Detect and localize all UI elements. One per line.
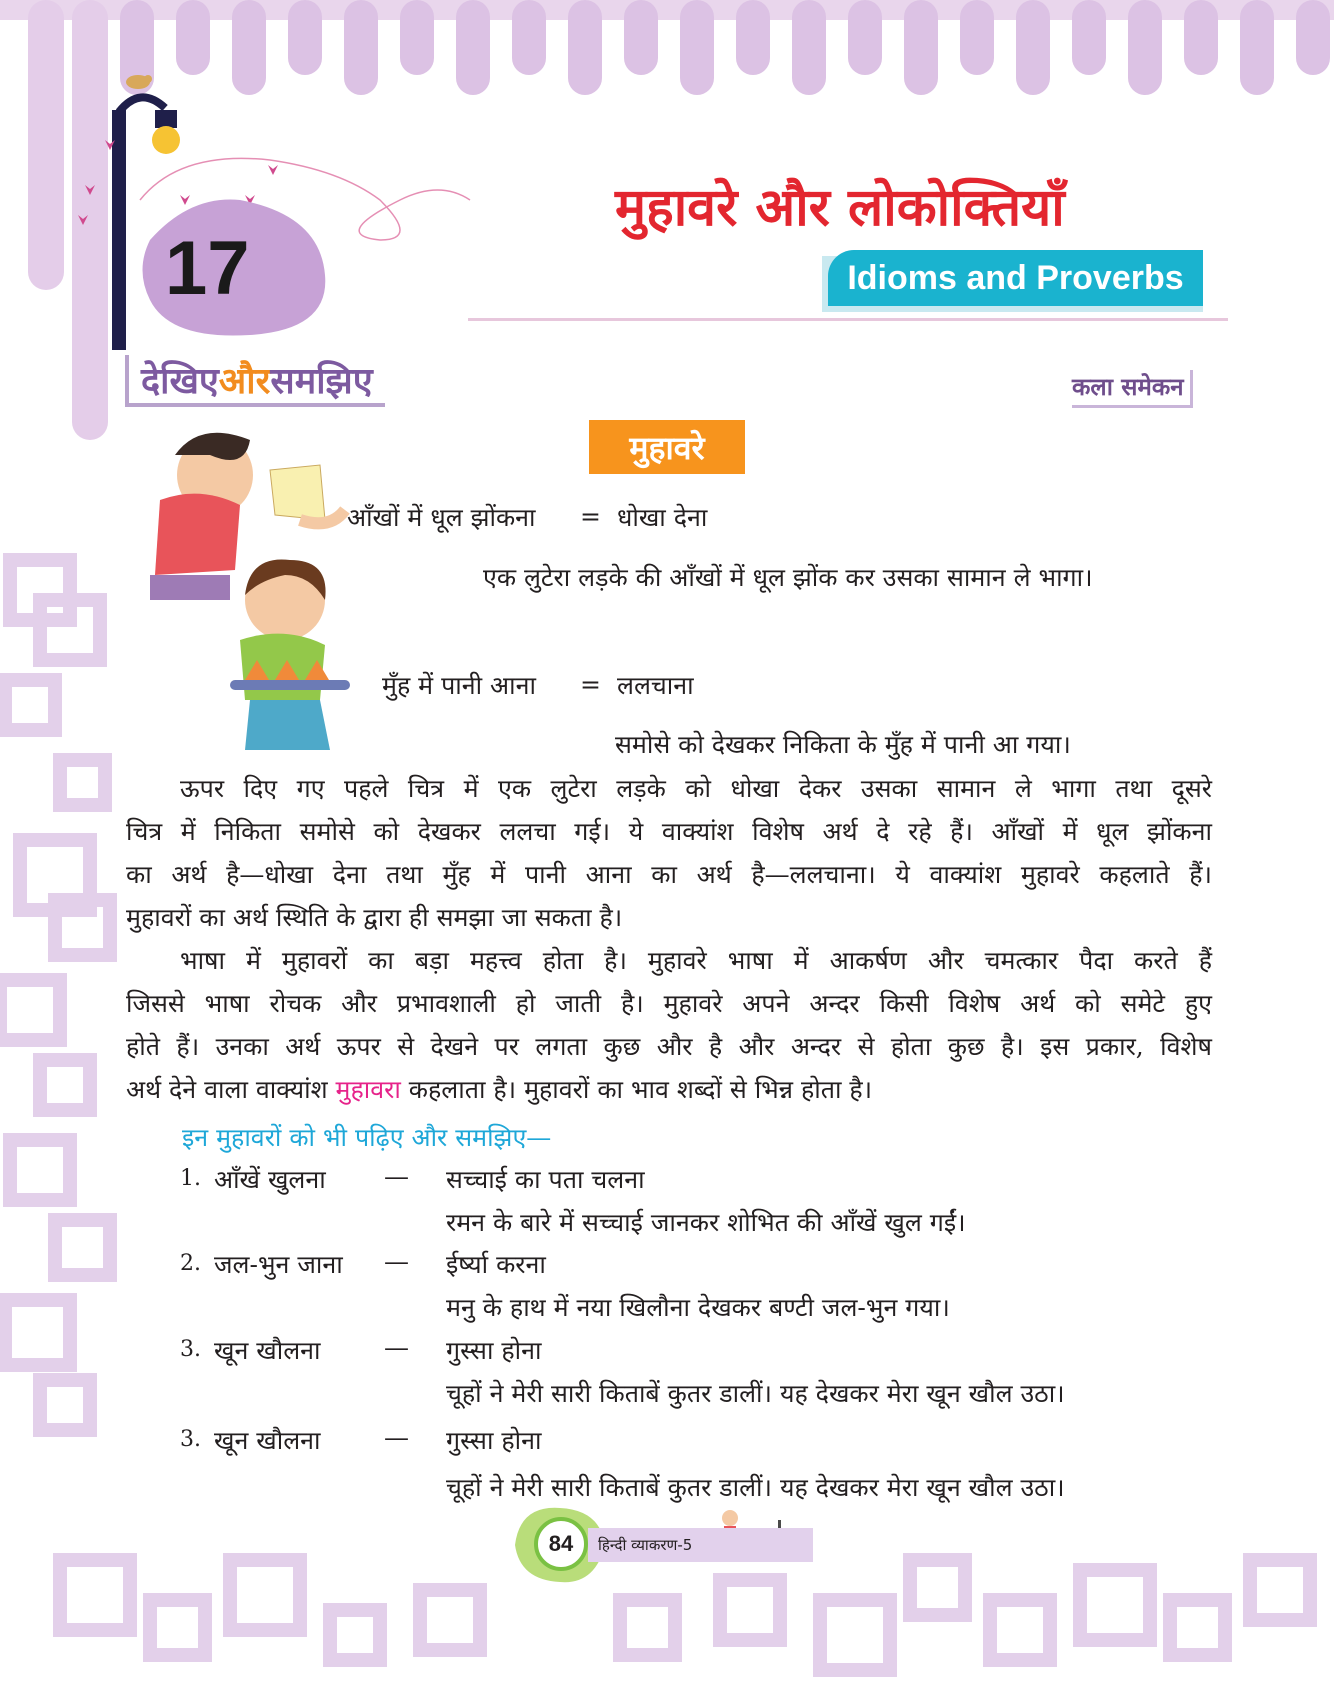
list-item-dash: — [384,1423,409,1452]
awning-stripe [232,0,266,95]
example-sentence: एक लुटेरा लड़के की आँखों में धूल झोंक कर उसका सामान ले भागा। [483,563,1093,592]
list-item-example: चूहों ने मेरी सारी किताबें कुतर डालीं। यह देखकर मेरा खून खौल उठा। [446,1473,1065,1502]
decor-square [420,1590,480,1650]
example-idiom: मुँह में पानी आना [382,671,536,700]
side-tag: कला समेकन [1072,370,1193,408]
list-item-meaning: ईर्ष्या करना [446,1250,546,1279]
paragraph-importance [126,939,1212,1111]
awning-stripe [456,0,490,95]
decor-square [55,1220,110,1275]
definition-text-after: कहलाता है। मुहावरों का भाव शब्दों से भिन्न होता है। [400,1075,873,1104]
girl-with-samosas-illustration [230,559,350,750]
paragraph-explanation [126,767,1212,939]
example-idiom: आँखों में धूल झोंकना [347,503,536,532]
awning-stripe [400,0,434,75]
example-meaning: ललचाना [617,671,694,700]
decor-square [720,1580,780,1640]
paragraph-line: भाषा में मुहावरों का बड़ा महत्त्व होता है। मुहावरे भाषा में आकर्षण और चमत्कार पैदा करते हैं [180,946,1212,975]
chapter-title-hindi: मुहावरे और लोकोक्तियाँ [615,178,1065,238]
awning-stripe [344,0,378,95]
equals-sign: = [580,670,601,699]
decor-square [230,1560,300,1630]
awning-stripe [904,0,938,95]
awning-stripe [624,0,658,75]
decor-square [150,1600,205,1655]
list-item-idiom: खून खौलना [214,1426,321,1455]
awning-stripe [1296,0,1330,75]
page-number: 84 [534,1517,588,1571]
list-item-number: 1. [180,1166,201,1191]
list-item-example: मनु के हाथ में नया खिलौना देखकर बण्टी जल-भुन गया। [446,1293,950,1322]
decor-square [40,1380,90,1430]
list-item-example: रमन के बारे में सच्चाई जानकर शोभित की आँखें खुल गईं। [446,1208,966,1237]
decor-square [1250,1560,1310,1620]
chapter-title-english: Idioms and Proverbs [828,250,1203,306]
decor-square [330,1610,380,1660]
decor-square [60,760,105,805]
equals-sign: = [580,502,601,531]
highlight-term: मुहावरा [335,1075,401,1104]
list-item-dash: — [384,1162,409,1191]
awning-stripe [176,0,210,75]
awning-stripe [568,0,602,95]
awning-stripe [1016,0,1050,95]
awning-stripe [848,0,882,75]
book-title: हिन्दी व्याकरण-5 [598,1536,693,1554]
list-item-number: 3. [180,1337,201,1362]
awning-stripe [1072,0,1106,75]
list-item-meaning: गुस्सा होना [446,1426,542,1455]
decor-square [620,1600,675,1655]
awning-stripe [960,0,994,75]
chapter-number: 17 [165,226,250,311]
list-item-meaning: सच्चाई का पता चलना [446,1165,645,1194]
list-item-dash: — [384,1333,409,1362]
list-item-meaning: गुस्सा होना [446,1336,542,1365]
paragraph-line-definition [126,1068,1212,1111]
paragraph-line: मुहावरों का अर्थ स्थिति के द्वारा ही समझा जा सकता है। [126,903,623,932]
paragraph-line: का अर्थ है—धोखा देना तथा मुँह में पानी आना का अर्थ है—ललचाना। ये वाक्यांश मुहावरे कहलाते हैं। [126,860,1212,889]
decor-square [40,1060,90,1110]
decor-square [60,1560,130,1630]
awning-stripe [1184,0,1218,75]
title-divider [468,318,1228,321]
list-item-dash: — [384,1247,409,1276]
awning-stripe [680,0,714,95]
example-meaning: धोखा देना [617,503,708,532]
paragraph-line: ऊपर दिए गए पहले चित्र में एक लुटेरा लड़के को धोखा देकर उसका सामान ले भागा तथा दूसरे [180,774,1212,803]
section-tag-part3: समझिए [270,360,373,402]
section-heading: मुहावरे [589,420,745,474]
section-tag-part1: देखिए [141,360,219,402]
decor-square [990,1600,1050,1660]
list-item-idiom: आँखें खुलना [214,1165,326,1194]
decor-square [910,1560,965,1615]
list-heading: इन मुहावरों को भी पढ़िए और समझिए— [182,1123,552,1152]
paragraph-line: होते हैं। उनका अर्थ ऊपर से देखने पर लगता कुछ और है और अन्दर से होता कुछ है। इस प्रकार, विशेष [126,1032,1212,1061]
awning-stripe [792,0,826,95]
awning-stripe [1240,0,1274,95]
definition-text-before: अर्थ देने वाला वाक्यांश [126,1075,336,1104]
list-item-idiom: खून खौलना [214,1336,321,1365]
awning-stripe [512,0,546,75]
list-item-idiom: जल-भुन जाना [214,1250,343,1279]
list-item-number: 2. [180,1251,201,1276]
decor-square [5,1300,70,1365]
section-tag [125,355,385,407]
decor-square [10,1140,70,1200]
decor-square [5,680,55,730]
decor-square [820,1600,890,1670]
awning-stripe [288,0,322,75]
paragraph-line: चित्र में निकिता समोसे को देखकर ललचा गई। ये वाक्यांश विशेष अर्थ दे रहे हैं। आँखों में धूल झोंकना [126,817,1212,846]
decor-square [0,980,60,1040]
list-item-number: 3. [180,1427,201,1452]
paragraph-line: जिससे भाषा रोचक और प्रभावशाली हो जाती है। मुहावरे अपने अन्दर किसी विशेष अर्थ को समेटे हुए [126,989,1212,1018]
decor-square [1170,1600,1225,1655]
awning-stripe [1128,0,1162,95]
section-tag-part2: और [218,360,271,402]
example-sentence: समोसे को देखकर निकिता के मुँह में पानी आ गया। [615,730,1071,759]
list-item-example: चूहों ने मेरी सारी किताबें कुतर डालीं। यह देखकर मेरा खून खौल उठा। [446,1379,1065,1408]
decor-square [1080,1570,1150,1640]
awning-stripe [736,0,770,75]
